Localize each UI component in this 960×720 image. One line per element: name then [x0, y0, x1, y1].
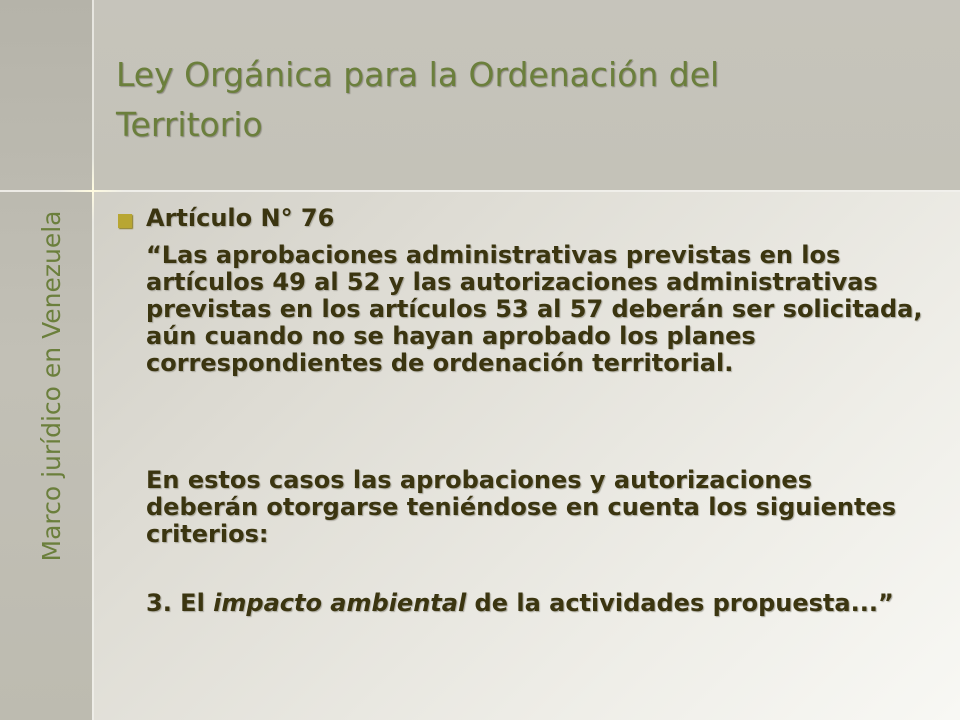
square-bullet-icon	[118, 214, 132, 228]
vertical-rule	[92, 0, 94, 720]
side-label: Marco jurídico en Venezuela	[37, 210, 66, 562]
bullet-item	[118, 202, 928, 234]
sparkle-vertical	[92, 158, 94, 222]
slide-title: Ley Orgánica para la Ordenación del Territorio	[116, 55, 720, 144]
article-heading: Artículo N° 76	[146, 204, 335, 232]
slide-content	[118, 202, 928, 617]
quote-paragraph: “Las aprobaciones administrativas previstas en los artículos 49 al 52 y las autorizaciones administrativas previstas en los artículos 53 al 57 deberán ser solicitada, aún cuando no se hayan aprobado los planes correspondientes de ordenación territorial.	[146, 241, 923, 377]
criteria-intro: En estos casos las aprobaciones y autorizaciones deberán otorgarse teniéndose en cuenta los siguientes criterios:	[146, 466, 896, 548]
horizontal-rule	[0, 190, 960, 192]
item-emphasis: impacto ambiental	[213, 589, 467, 617]
criteria-item	[118, 590, 928, 617]
item-suffix: de la actividades propuesta...”	[466, 589, 894, 617]
item-prefix: 3. El	[146, 589, 214, 617]
